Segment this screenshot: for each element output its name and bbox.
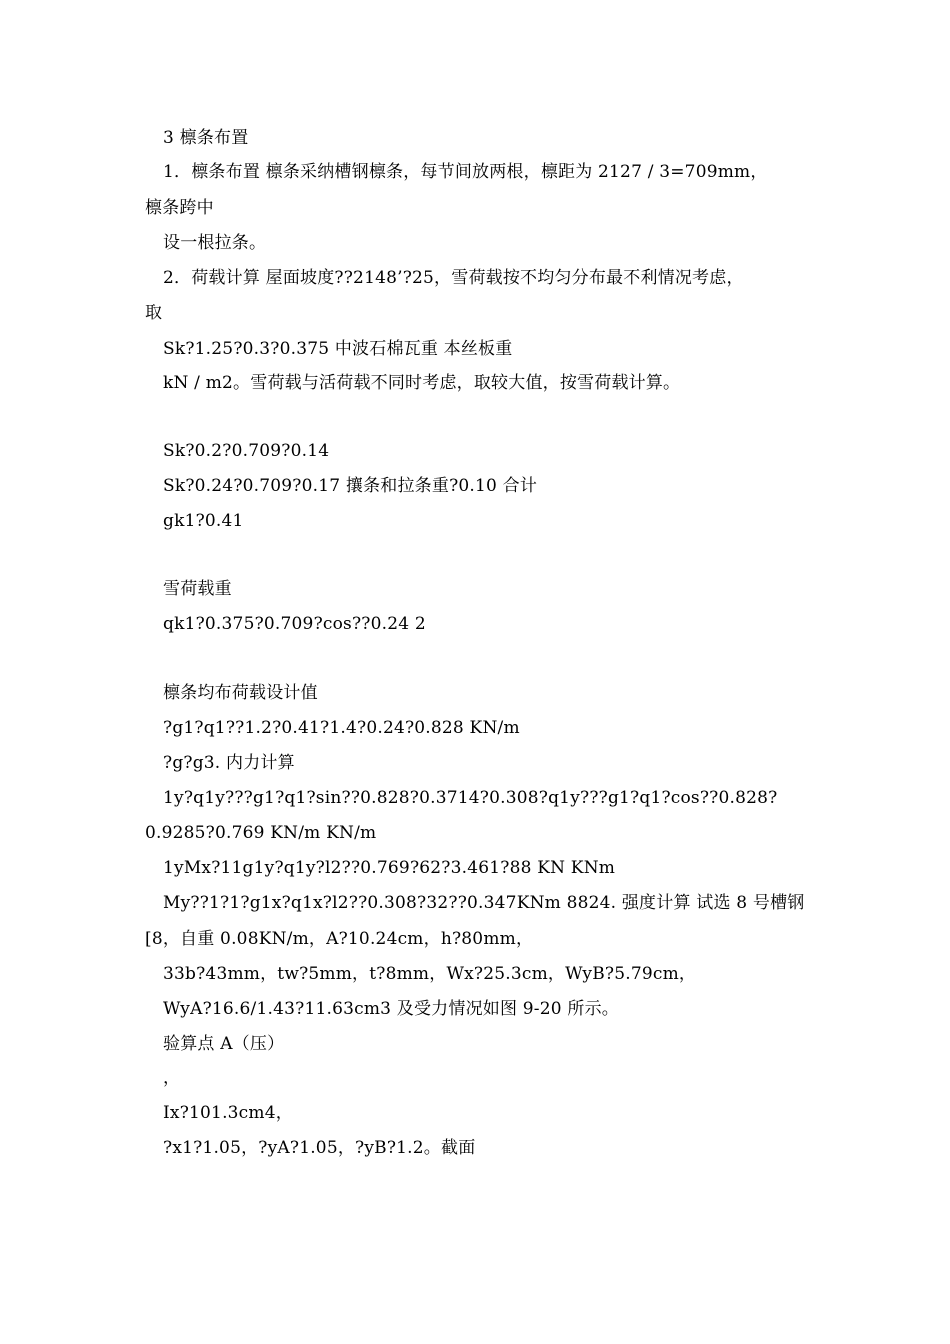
text-line: ?x1?1.05，?yA?1.05，?yB?1.2。截面 xyxy=(163,1138,476,1158)
text-line: My??1?1?g1x?q1x?l2??0.308?32??0.347KNm 8824. 强度计算 试选 8 号槽钢 xyxy=(163,893,805,913)
text-line: Ix?101.3cm4， xyxy=(163,1103,293,1123)
text-line: 设一根拉条。 xyxy=(163,233,267,253)
text-line: ?g?g3. 内力计算 xyxy=(163,753,295,773)
text-line: 1．檩条布置 檩条采纳槽钢檩条，每节间放两根，檩距为 2127 / 3=709mm， xyxy=(163,162,768,182)
text-line: WyA?16.6/1.43?11.63cm3 及受力情况如图 9-20 所示。 xyxy=(163,999,619,1019)
text-line: Sk?0.2?0.709?0.14 xyxy=(163,441,330,461)
text-line: Sk?1.25?0.3?0.375 中波石棉瓦重 本丝板重 xyxy=(163,339,513,359)
text-line: Sk?0.24?0.709?0.17 攘条和拉条重?0.10 合计 xyxy=(163,476,538,496)
text-line: 1yMx?11g1y?q1y?l2??0.769?62?3.461?88 KN KNm xyxy=(163,858,616,878)
text-line: [8，自重 0.08KN/m，A?10.24cm，h?80mm， xyxy=(145,929,534,949)
text-line: 取 xyxy=(145,303,163,323)
text-line: 雪荷载重 xyxy=(163,579,232,599)
text-line: ?g1?q1??1.2?0.41?1.4?0.24?0.828 KN/m xyxy=(163,718,520,738)
text-line: 验算点 A（压） xyxy=(163,1034,285,1054)
section-heading: 3 檩条布置 xyxy=(163,128,249,148)
text-line: 1y?q1y???g1?q1?sin??0.828?0.3714?0.308?q1y???g1?q1?cos??0.828? xyxy=(163,788,778,808)
text-line: gk1?0.41 xyxy=(163,511,244,531)
text-line: 檩条均布荷载设计值 xyxy=(163,683,318,703)
text-line: 0.9285?0.769 KN/m KN/m xyxy=(145,823,377,843)
text-line: 33b?43mm，tw?5mm，t?8mm，Wx?25.3cm，WyB?5.79cm， xyxy=(163,964,697,984)
text-line: 檩条跨中 xyxy=(145,198,214,218)
text-line: kN / m2。雪荷载与活荷载不同时考虑，取较大值，按雪荷载计算。 xyxy=(163,373,681,393)
text-line: 2．荷载计算 屋面坡度??2148’?25，雪荷载按不均匀分布最不利情况考虑， xyxy=(163,268,744,288)
text-line: ， xyxy=(163,1068,181,1088)
text-line: qk1?0.375?0.709?cos??0.24 2 xyxy=(163,614,426,634)
